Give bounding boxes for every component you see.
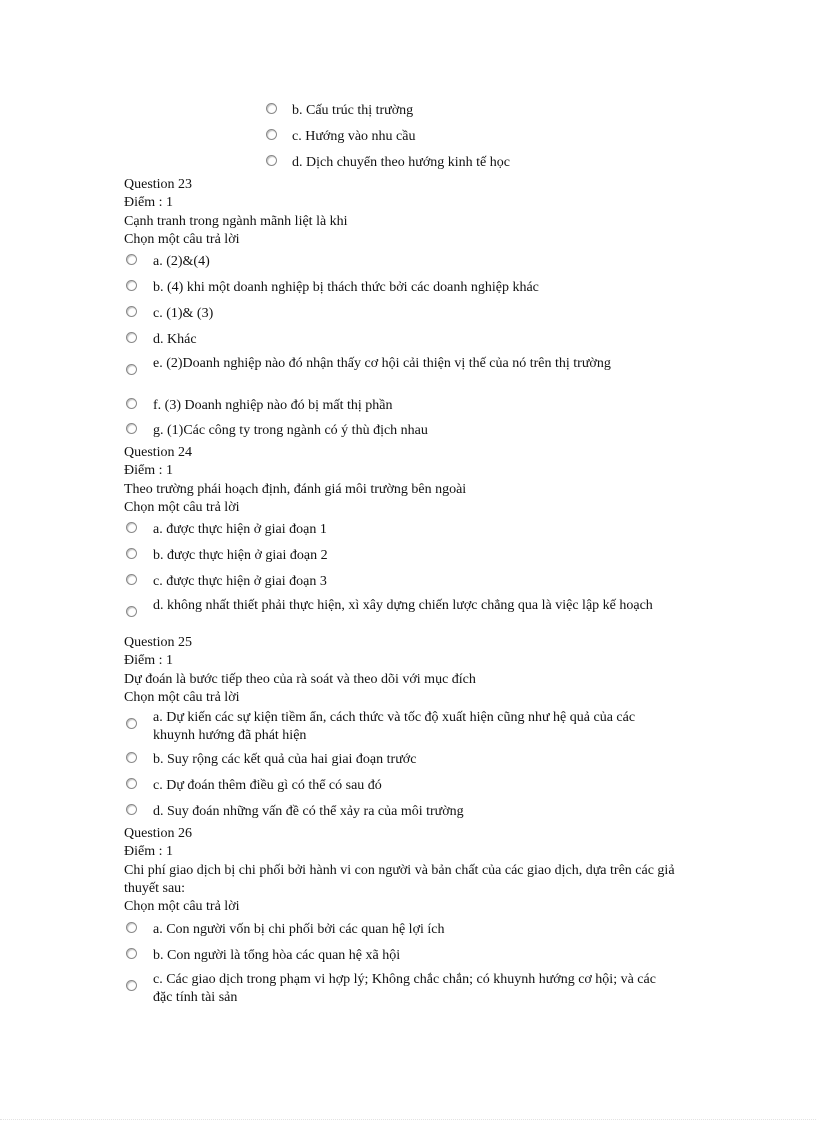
answer-prompt: Chọn một câu trả lời — [124, 690, 240, 705]
question-text: Dự đoán là bước tiếp theo của rà soát và theo dõi với mục đích — [124, 672, 476, 687]
option-radio[interactable] — [126, 254, 137, 265]
option-label: c. Các giao dịch trong phạm vi hợp lý; Không chắc chắn; có khuynh hướng cơ hội; và các đặc tính tài sản — [153, 972, 656, 1005]
question-points: Điểm : 1 — [124, 844, 173, 859]
option-radio[interactable] — [126, 922, 137, 933]
option-label: d. Suy đoán những vấn đề có thể xảy ra của môi trường — [153, 804, 464, 819]
option-label: a. Dự kiến các sự kiện tiềm ẩn, cách thức và tốc độ xuất hiện cũng như hệ quả của các khuynh hướng đã phát hiện — [153, 710, 636, 743]
option-label: b. Con người là tổng hòa các quan hệ xã hội — [153, 948, 401, 963]
option-radio[interactable] — [126, 948, 137, 959]
answer-prompt: Chọn một câu trả lời — [124, 500, 240, 515]
option-radio[interactable] — [266, 103, 277, 114]
option-label: c. (1)& (3) — [153, 306, 214, 321]
option-radio[interactable] — [266, 155, 277, 166]
option-radio[interactable] — [126, 423, 137, 434]
option-label: d. Dịch chuyển theo hướng kinh tế học — [292, 155, 510, 170]
option-radio[interactable] — [266, 129, 277, 140]
question-text: Theo trường phái hoạch định, đánh giá môi trường bên ngoài — [124, 482, 467, 497]
option-label: b. (4) khi một doanh nghiệp bị thách thức bởi các doanh nghiệp khác — [153, 280, 539, 295]
answer-prompt: Chọn một câu trả lời — [124, 899, 240, 914]
question-points: Điểm : 1 — [124, 653, 173, 668]
question-points: Điểm : 1 — [124, 463, 173, 478]
option-label: a. Con người vốn bị chi phối bởi các quan hệ lợi ích — [153, 922, 445, 937]
option-label: b. Cấu trúc thị trường — [292, 103, 414, 118]
option-label: c. Dự đoán thêm điều gì có thể có sau đó — [153, 778, 382, 793]
answer-prompt: Chọn một câu trả lời — [124, 232, 240, 247]
option-radio[interactable] — [126, 332, 137, 343]
option-radio[interactable] — [126, 548, 137, 559]
option-radio[interactable] — [126, 718, 137, 729]
option-label: c. Hướng vào nhu cầu — [292, 129, 416, 144]
option-radio[interactable] — [126, 804, 137, 815]
option-radio[interactable] — [126, 778, 137, 789]
option-label: b. được thực hiện ở giai đoạn 2 — [153, 548, 328, 563]
option-radio[interactable] — [126, 606, 137, 617]
question-number: Question 24 — [124, 445, 193, 460]
option-radio[interactable] — [126, 574, 137, 585]
option-label: a. được thực hiện ở giai đoạn 1 — [153, 522, 327, 537]
question-text: Chi phí giao dịch bị chi phối bởi hành vi con người và bản chất của các giao dịch, dựa trên các giả thuyết sau: — [124, 863, 675, 896]
option-label: d. Khác — [153, 332, 197, 347]
option-radio[interactable] — [126, 522, 137, 533]
question-text: Cạnh tranh trong ngành mãnh liệt là khi — [124, 214, 348, 229]
option-radio[interactable] — [126, 980, 137, 991]
option-label: g. (1)Các công ty trong ngành có ý thù địch nhau — [153, 423, 428, 438]
option-label: c. được thực hiện ở giai đoạn 3 — [153, 574, 327, 589]
question-number: Question 23 — [124, 177, 193, 192]
option-radio[interactable] — [126, 280, 137, 291]
option-label: b. Suy rộng các kết quả của hai giai đoạn trước — [153, 752, 417, 767]
page-footer-divider — [0, 1119, 816, 1120]
option-radio[interactable] — [126, 306, 137, 317]
option-radio[interactable] — [126, 398, 137, 409]
option-label: f. (3) Doanh nghiệp nào đó bị mất thị phần — [153, 398, 393, 413]
option-radio[interactable] — [126, 364, 137, 375]
question-points: Điểm : 1 — [124, 195, 173, 210]
option-label: d. không nhất thiết phải thực hiện, xì xây dựng chiến lược chẳng qua là việc lập kế hoạch — [153, 598, 653, 613]
option-radio[interactable] — [126, 752, 137, 763]
question-number: Question 25 — [124, 635, 193, 650]
option-label: a. (2)&(4) — [153, 254, 210, 269]
option-label: e. (2)Doanh nghiệp nào đó nhận thấy cơ hội cải thiện vị thế của nó trên thị trường — [153, 356, 611, 371]
question-number: Question 26 — [124, 826, 193, 841]
